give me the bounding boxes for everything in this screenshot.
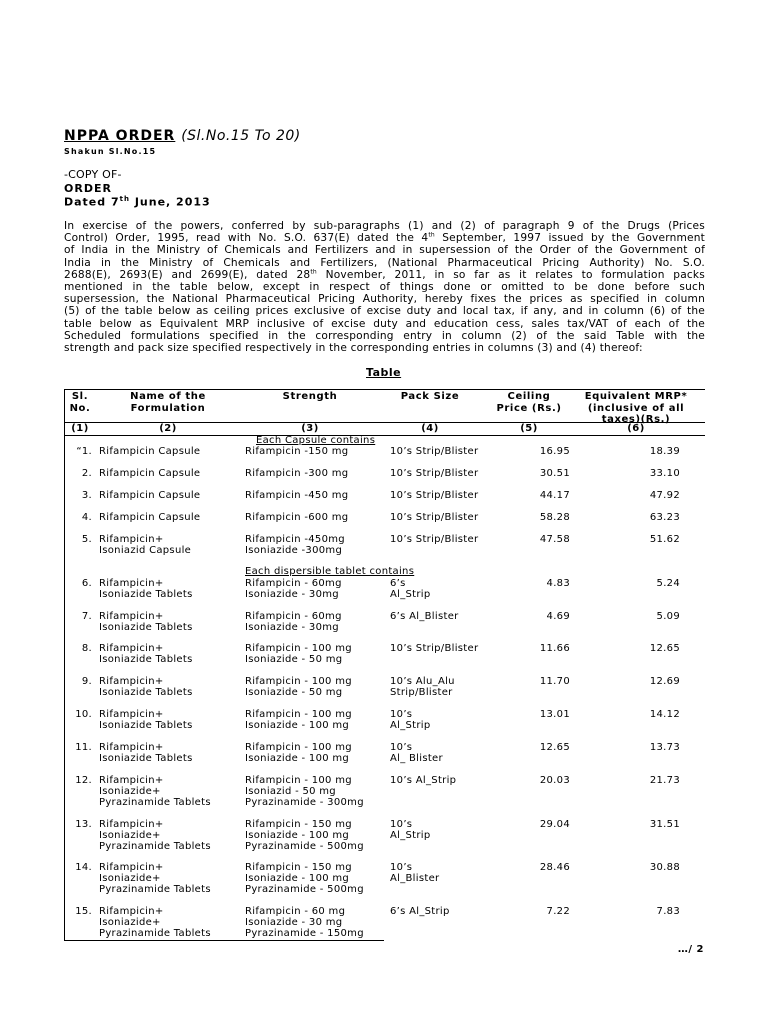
- table-cell-sl: 9.: [81, 676, 92, 687]
- table-cell-strength: Rifampicin -600 mg: [245, 512, 349, 523]
- table-cell-sl: 2.: [81, 468, 92, 479]
- group-label-capsule: Each Capsule contains: [256, 435, 376, 446]
- header-mrp: Equivalent MRP* (inclusive of all taxes)(Rs.): [584, 391, 688, 425]
- table-cell-strength: Rifampicin - 60mg Isoniazide - 30mg: [245, 611, 342, 633]
- table-cell-strength: Rifampicin - 150 mg Isoniazide - 100 mg Pyrazinamide - 500mg: [245, 862, 364, 895]
- table-cell-name: Rifampicin+ Isoniazide Tablets: [99, 578, 193, 600]
- paragraph-line: table below as Equivalent MRP inclusive of excise duty and education cess, sales tax/VAT of each of the: [64, 317, 705, 330]
- table-cell-ceiling: 30.51: [539, 468, 570, 479]
- table-cell-sl: 15.: [75, 906, 92, 917]
- table-title: Table: [366, 366, 402, 379]
- table-cell-name: Rifampicin Capsule: [99, 512, 201, 523]
- paragraph-line: Scheduled formulations specified in the corresponding entry in column (2) of the said Table with the: [64, 329, 705, 342]
- table-cell-pack: 10’s Al_Strip: [390, 709, 431, 731]
- colnum-2: (2): [159, 423, 177, 434]
- order-title: [64, 128, 301, 144]
- table-cell-mrp: 18.39: [649, 446, 680, 457]
- table-cell-sl: 12.: [75, 775, 92, 786]
- table-cell-mrp: 51.62: [649, 534, 680, 545]
- table-cell-name: Rifampicin+ Isoniazide+ Pyrazinamide Tablets: [99, 862, 211, 895]
- paragraph-line: (5) of the table below as ceiling prices exclusive of excise duty and local tax, if any, and in column (6) of the: [64, 305, 705, 318]
- header-ceiling: Ceiling Price (Rs.): [496, 391, 562, 414]
- order-paragraph: [64, 220, 705, 354]
- date-suffix-sup: th: [119, 195, 130, 203]
- colnum-6: (6): [627, 423, 645, 434]
- table-cell-mrp: 12.69: [649, 676, 680, 687]
- table-cell-ceiling: 11.66: [539, 643, 570, 654]
- table-cell-ceiling: 12.65: [539, 742, 570, 753]
- table-cell-name: Rifampicin Capsule: [99, 468, 201, 479]
- table-cell-name: Rifampicin+ Isoniazide+ Pyrazinamide Tablets: [99, 819, 211, 852]
- table-cell-sl: 5.: [81, 534, 92, 545]
- table-cell-pack: 10’s Al_Strip: [390, 819, 431, 841]
- table-cell-ceiling: 4.69: [546, 611, 570, 622]
- table-left-rule: [64, 389, 65, 940]
- table-cell-ceiling: 13.01: [539, 709, 570, 720]
- table-cell-name: Rifampicin Capsule: [99, 490, 201, 501]
- table-cell-pack: 10’s Strip/Blister: [390, 446, 479, 457]
- table-bottom-rule: [64, 940, 384, 941]
- colnum-3: (3): [301, 423, 319, 434]
- table-cell-name: Rifampicin+ Isoniazide Tablets: [99, 742, 193, 764]
- table-cell-sl: 8.: [81, 643, 92, 654]
- table-cell-mrp: 5.09: [656, 611, 680, 622]
- table-cell-name: Rifampicin+ Isoniazide Tablets: [99, 643, 193, 665]
- table-cell-mrp: 30.88: [649, 862, 680, 873]
- table-cell-mrp: 12.65: [649, 643, 680, 654]
- header-name: Name of the Formulation: [130, 391, 206, 414]
- table-cell-pack: 10’s Strip/Blister: [390, 512, 479, 523]
- paragraph-line: mentioned in the table below, except in respect of things done or omitted to be done before such: [64, 280, 705, 293]
- table-cell-pack: 10’s Strip/Blister: [390, 490, 479, 501]
- table-cell-strength: Rifampicin - 100 mg Isoniazide - 100 mg: [245, 742, 352, 764]
- table-cell-mrp: 31.51: [649, 819, 680, 830]
- copy-of-label: -COPY OF-: [64, 168, 122, 181]
- table-cell-ceiling: 16.95: [539, 446, 570, 457]
- table-cell-strength: Rifampicin - 60mg Isoniazide - 30mg: [245, 578, 342, 600]
- table-cell-ceiling: 11.70: [539, 676, 570, 687]
- table-cell-strength: Rifampicin - 100 mg Isoniazid - 50 mg Pyrazinamide - 300mg: [245, 775, 364, 808]
- date-prefix: Dated 7: [64, 195, 120, 209]
- paragraph-line: strength and pack size specified respectively in the corresponding entries in columns (3) and (4) thereof:: [64, 341, 643, 354]
- table-cell-mrp: 13.73: [649, 742, 680, 753]
- table-cell-sl: 14.: [75, 862, 92, 873]
- table-cell-strength: Rifampicin - 150 mg Isoniazide - 100 mg Pyrazinamide - 500mg: [245, 819, 364, 852]
- table-cell-name: Rifampicin+ Isoniazide Tablets: [99, 709, 193, 731]
- table-cell-pack: 10’s Alu_Alu Strip/Blister: [390, 676, 455, 698]
- table-cell-mrp: 14.12: [649, 709, 680, 720]
- table-cell-pack: 10’s Strip/Blister: [390, 534, 479, 545]
- table-cell-pack: 10’s Strip/Blister: [390, 643, 479, 654]
- table-cell-ceiling: 29.04: [539, 819, 570, 830]
- table-cell-sl: 3.: [81, 490, 92, 501]
- paragraph-line: India in the Ministry of Chemicals and Fertilizers, (National Pharmaceutical Pricing Authority) No. S.O.: [64, 256, 705, 269]
- header-pack: Pack Size: [400, 391, 460, 402]
- table-top-rule: [64, 389, 705, 390]
- table-cell-ceiling: 20.03: [539, 775, 570, 786]
- paragraph-line: Control) Order, 1995, read with No. S.O. 637(E) dated the 4th September, 1997 issued by the Government: [64, 232, 705, 245]
- table-cell-name: Rifampicin+ Isoniazide+ Pyrazinamide Tablets: [99, 775, 211, 808]
- order-title-sub: (Sl.No.15 To 20): [181, 128, 301, 144]
- page-continuation: …/ 2: [677, 944, 704, 955]
- order-label: ORDER: [64, 182, 112, 195]
- table-cell-ceiling: 44.17: [539, 490, 570, 501]
- table-cell-mrp: 7.83: [656, 906, 680, 917]
- table-cell-pack: 10’s Al_Strip: [390, 775, 457, 786]
- table-cell-strength: Rifampicin -300 mg: [245, 468, 349, 479]
- table-cell-pack: 6’s Al_Blister: [390, 611, 459, 622]
- table-cell-mrp: 21.73: [649, 775, 680, 786]
- date-suffix: June, 2013: [129, 195, 211, 209]
- table-cell-strength: Rifampicin -150 mg: [245, 446, 349, 457]
- table-cell-ceiling: 4.83: [546, 578, 570, 589]
- table-cell-ceiling: 28.46: [539, 862, 570, 873]
- table-cell-name: Rifampicin+ Isoniazide+ Pyrazinamide Tablets: [99, 906, 211, 939]
- table-cell-name: Rifampicin+ Isoniazide Tablets: [99, 611, 193, 633]
- table-cell-sl: “1.: [76, 446, 92, 457]
- paragraph-line: of India in the Ministry of Chemicals and Fertilizers and in supersession of the Order of the Government of: [64, 244, 705, 257]
- table-cell-sl: 6.: [81, 578, 92, 589]
- colnum-4: (4): [421, 423, 439, 434]
- group-label-tablet: Each dispersible tablet contains: [245, 566, 415, 577]
- table-cell-mrp: 47.92: [649, 490, 680, 501]
- paragraph-line: supersession, the National Pharmaceutical Pricing Authority, hereby fixes the prices as specified in column: [64, 293, 705, 306]
- table-cell-mrp: 63.23: [649, 512, 680, 523]
- colnum-1: (1): [71, 423, 89, 434]
- table-cell-ceiling: 7.22: [546, 906, 570, 917]
- table-cell-ceiling: 58.28: [539, 512, 570, 523]
- table-cell-pack: 6’s Al_Strip: [390, 906, 450, 917]
- order-date: [64, 195, 211, 209]
- table-cell-sl: 10.: [75, 709, 92, 720]
- table-cell-mrp: 33.10: [649, 468, 680, 479]
- table-cell-strength: Rifampicin -450mg Isoniazide -300mg: [245, 534, 345, 556]
- table-cell-sl: 13.: [75, 819, 92, 830]
- shakun-label: Shakun Sl.No.15: [64, 147, 157, 156]
- paragraph-line: 2688(E), 2693(E) and 2699(E), dated 28th November, 2011, in so far as it relates to formulation packs: [64, 268, 705, 281]
- table-cell-sl: 4.: [81, 512, 92, 523]
- header-sl: Sl. No.: [69, 391, 91, 414]
- table-cell-sl: 7.: [81, 611, 92, 622]
- table-cell-ceiling: 47.58: [539, 534, 570, 545]
- table-cell-name: Rifampicin+ Isoniazid Capsule: [99, 534, 192, 556]
- table-cell-strength: Rifampicin - 100 mg Isoniazide - 50 mg: [245, 676, 352, 698]
- table-cell-name: Rifampicin Capsule: [99, 446, 201, 457]
- table-cell-pack: 6’s Al_Strip: [390, 578, 431, 600]
- table-cell-strength: Rifampicin - 60 mg Isoniazide - 30 mg Pyrazinamide - 150mg: [245, 906, 364, 939]
- table-cell-mrp: 5.24: [656, 578, 680, 589]
- table-cell-pack: 10’s Al_Blister: [390, 862, 440, 884]
- table-cell-pack: 10’s Strip/Blister: [390, 468, 479, 479]
- table-cell-name: Rifampicin+ Isoniazide Tablets: [99, 676, 193, 698]
- table-cell-strength: Rifampicin - 100 mg Isoniazide - 100 mg: [245, 709, 352, 731]
- table-cell-pack: 10’s Al_ Blister: [390, 742, 443, 764]
- header-strength: Strength: [282, 391, 338, 402]
- colnum-5: (5): [520, 423, 538, 434]
- table-cell-strength: Rifampicin - 100 mg Isoniazide - 50 mg: [245, 643, 352, 665]
- order-title-main: NPPA ORDER: [64, 128, 176, 144]
- table-cell-strength: Rifampicin -450 mg: [245, 490, 349, 501]
- paragraph-line: In exercise of the powers, conferred by sub-paragraphs (1) and (2) of paragraph 9 of the Drugs (Prices: [64, 220, 705, 232]
- table-colnum-rule: [64, 435, 705, 436]
- table-cell-sl: 11.: [75, 742, 92, 753]
